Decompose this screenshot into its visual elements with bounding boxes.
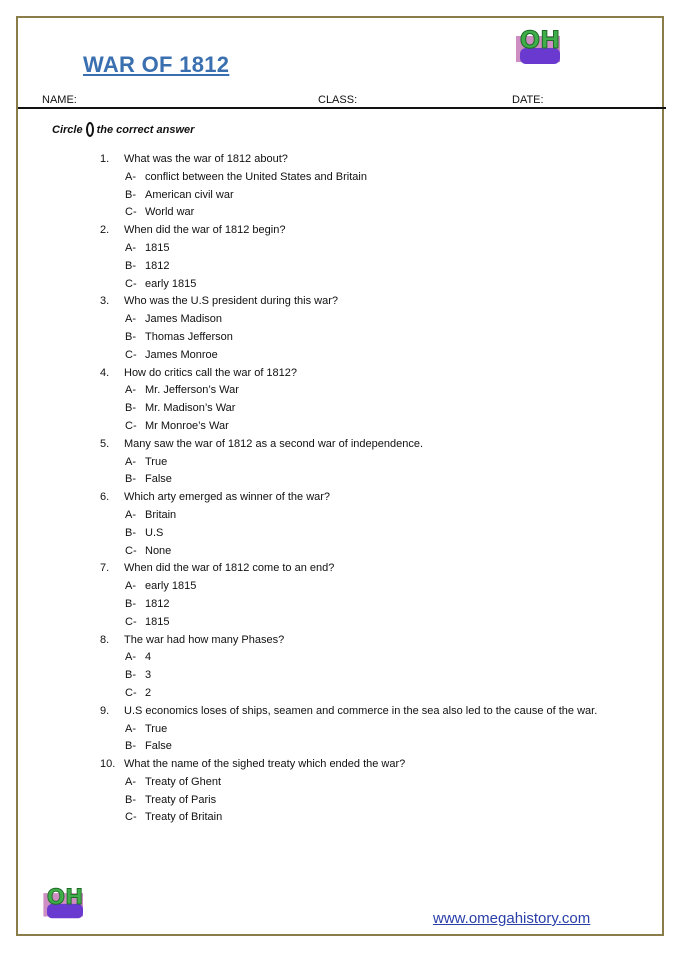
option-text: James Monroe — [145, 348, 218, 361]
option-text: 4 — [145, 651, 152, 664]
question-number: 3. — [100, 295, 110, 308]
circle-icon — [86, 122, 94, 137]
option-letter: C- — [125, 348, 137, 361]
option-text: James Madison — [145, 313, 223, 326]
option-letter: B- — [125, 473, 136, 486]
option-text: Thomas Jefferson — [145, 330, 233, 343]
option-text: early 1815 — [145, 580, 197, 593]
option-letter: A- — [125, 241, 136, 254]
option-letter: C- — [125, 811, 137, 824]
option-letter: C- — [125, 206, 137, 219]
option-text: 1812 — [145, 259, 170, 272]
question-number: 4. — [100, 366, 110, 379]
option-text: Mr. Madison’s War — [145, 402, 236, 415]
omegahistory-logo — [510, 22, 570, 72]
option-letter: B- — [125, 188, 136, 201]
option-text: 1815 — [145, 615, 170, 628]
answer-option[interactable] — [100, 329, 600, 347]
question-text: How do critics call the war of 1812? — [124, 366, 298, 379]
answer-option[interactable] — [100, 471, 600, 489]
answer-option[interactable] — [100, 276, 600, 294]
answer-option[interactable] — [100, 400, 600, 418]
class-label: CLASS: — [318, 94, 358, 106]
option-letter: B- — [125, 740, 136, 753]
question-number: 1. — [100, 153, 110, 165]
answer-option[interactable] — [100, 614, 600, 632]
question-2 — [100, 222, 600, 240]
logo-text-footer: OH — [46, 884, 84, 910]
answer-option[interactable] — [100, 649, 600, 667]
question-list — [100, 151, 600, 827]
header-divider — [18, 107, 666, 109]
option-text: Treaty of Paris — [145, 793, 217, 806]
question-text: What was the war of 1812 about? — [124, 153, 288, 165]
instruction-after: the correct answer — [96, 123, 195, 136]
question-number: 9. — [100, 704, 110, 717]
question-number: 5. — [100, 437, 110, 450]
option-letter: B- — [125, 597, 136, 610]
option-letter: B- — [125, 669, 136, 682]
question-text: Which arty emerged as winner of the war? — [124, 491, 331, 504]
option-text: World war — [145, 206, 195, 219]
option-text: Britain — [145, 508, 177, 521]
option-text: True — [145, 455, 168, 468]
answer-option[interactable] — [100, 792, 600, 810]
option-text: 3 — [145, 669, 152, 682]
question-4 — [100, 365, 600, 383]
option-text: False — [145, 473, 172, 486]
logo-text: OH — [519, 26, 561, 54]
answer-option[interactable] — [100, 543, 600, 561]
answer-option[interactable] — [100, 578, 600, 596]
question-text: What the name of the sighed treaty which ended the war? — [124, 758, 406, 771]
option-letter: C- — [125, 277, 137, 290]
option-letter: C- — [125, 419, 137, 432]
answer-option[interactable] — [100, 685, 600, 703]
option-text: 2 — [145, 686, 152, 699]
option-letter: C- — [125, 615, 137, 628]
question-7 — [100, 560, 600, 578]
answer-option[interactable] — [100, 382, 600, 400]
option-text: Treaty of Britain — [145, 811, 223, 824]
option-text: conflict between the United States and Britain — [145, 170, 367, 183]
option-letter: B- — [125, 330, 136, 343]
answer-option[interactable] — [100, 525, 600, 543]
instruction-before: Circle — [52, 123, 83, 136]
option-letter: B- — [125, 793, 136, 806]
question-number: 10. — [100, 758, 116, 771]
footer-website-link[interactable]: www.omegahistory.com — [433, 910, 591, 927]
question-text: Many saw the war of 1812 as a second war of independence. — [124, 437, 424, 450]
option-text: Mr Monroe’s War — [145, 419, 229, 432]
question-number: 2. — [100, 224, 110, 237]
option-text: early 1815 — [145, 277, 197, 290]
option-letter: A- — [125, 651, 136, 664]
option-letter: B- — [125, 526, 136, 539]
name-label: NAME: — [42, 94, 77, 106]
option-letter: A- — [125, 508, 136, 521]
answer-option[interactable] — [100, 721, 600, 739]
option-text: U.S — [145, 526, 164, 539]
answer-option[interactable] — [100, 258, 600, 276]
question-3 — [100, 293, 600, 311]
option-text: American civil war — [145, 188, 234, 201]
answer-option[interactable] — [100, 596, 600, 614]
question-5 — [100, 436, 600, 454]
question-1 — [100, 151, 600, 169]
question-number: 7. — [100, 562, 110, 575]
answer-option[interactable] — [100, 738, 600, 756]
question-text: The war had how many Phases? — [124, 633, 285, 646]
omegahistory-logo-footer — [38, 880, 92, 926]
option-letter: A- — [125, 722, 136, 735]
question-8 — [100, 632, 600, 650]
option-letter: A- — [125, 580, 136, 593]
question-text: When did the war of 1812 come to an end? — [124, 562, 335, 575]
option-letter: A- — [125, 384, 136, 397]
question-10 — [100, 756, 600, 774]
option-letter: A- — [125, 313, 136, 326]
answer-option[interactable] — [100, 418, 600, 436]
answer-option[interactable] — [100, 240, 600, 258]
option-letter: C- — [125, 544, 137, 557]
answer-option[interactable] — [100, 667, 600, 685]
question-text: U.S economics loses of ships, seamen and commerce in the sea also led to the cause of the war. — [124, 704, 598, 717]
option-text: 1815 — [145, 241, 170, 254]
answer-option[interactable] — [100, 507, 600, 525]
answer-option[interactable] — [100, 169, 600, 187]
option-letter: B- — [125, 259, 136, 272]
option-letter: A- — [125, 170, 136, 183]
question-number: 6. — [100, 491, 110, 504]
option-letter: A- — [125, 775, 136, 788]
date-label: DATE: — [512, 94, 544, 106]
instruction — [52, 122, 194, 137]
option-text: True — [145, 722, 168, 735]
answer-option[interactable] — [100, 809, 600, 827]
page-title: WAR OF 1812 — [83, 52, 230, 77]
question-number: 8. — [100, 633, 110, 646]
option-text: False — [145, 740, 172, 753]
answer-option[interactable] — [100, 347, 600, 365]
option-text: None — [145, 544, 172, 557]
answer-option[interactable] — [100, 187, 600, 205]
option-letter: C- — [125, 686, 137, 699]
option-text: Mr. Jefferson’s War — [145, 384, 239, 397]
question-text: When did the war of 1812 begin? — [124, 224, 286, 237]
answer-option[interactable] — [100, 311, 600, 329]
question-9 — [100, 703, 600, 721]
question-6 — [100, 489, 600, 507]
answer-option[interactable] — [100, 454, 600, 472]
answer-option[interactable] — [100, 774, 600, 792]
question-text: Who was the U.S president during this war? — [124, 295, 338, 308]
option-text: Treaty of Ghent — [145, 775, 222, 788]
option-letter: A- — [125, 455, 136, 468]
answer-option[interactable] — [100, 204, 600, 222]
option-text: 1812 — [145, 597, 170, 610]
option-letter: B- — [125, 402, 136, 415]
